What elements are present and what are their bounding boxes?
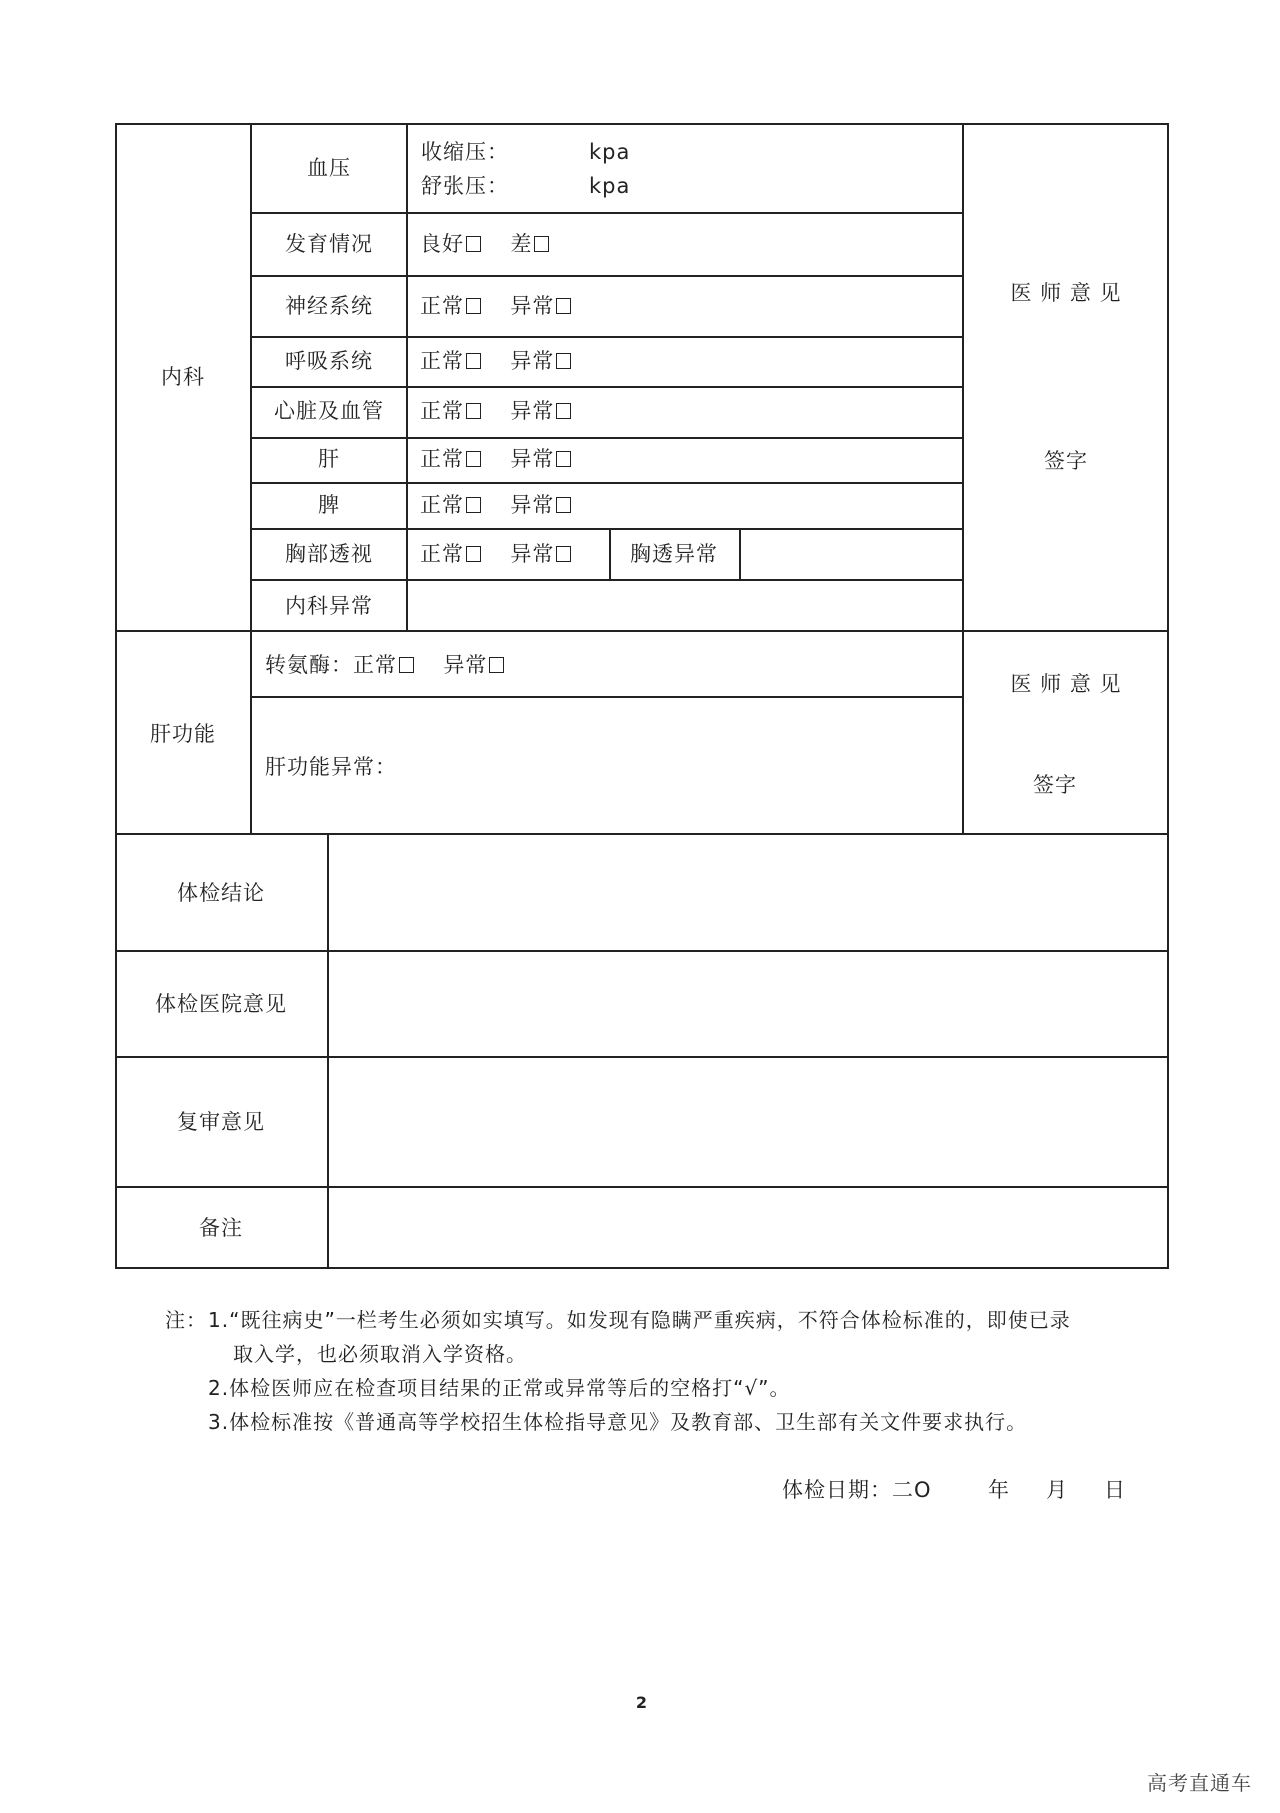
opt-abnormal-label: 异常 (510, 493, 555, 517)
checkbox-abnormal[interactable] (556, 497, 571, 513)
notes-prefix: 注： (165, 1308, 207, 1332)
chest-label: 胸部透视 (285, 542, 373, 566)
note-item-1: 1.“既往病史”一栏考生必须如实填写。如发现有隐瞒严重疾病，不符合体检标准的，即使已录 (208, 1308, 1071, 1332)
review-opinion-input[interactable] (331, 1060, 1165, 1184)
checkbox-poor[interactable] (534, 236, 549, 252)
opt-abnormal-label: 异常 (510, 447, 555, 471)
note-item-1-cont: 取入学，也必须取消入学资格。 (233, 1342, 527, 1366)
development-label: 发育情况 (285, 232, 373, 256)
opt-normal-label: 正常 (420, 493, 464, 517)
opt-abnormal-label: 异常 (443, 653, 488, 677)
exam-date-label: 体检日期：二O (782, 1478, 932, 1502)
internal-signature-label: 签字 (1044, 449, 1088, 473)
chest-abnormal-label: 胸透异常 (630, 542, 718, 566)
bp-label: 血压 (307, 156, 351, 180)
row-label-respiratory: 呼吸系统 (285, 349, 373, 373)
row-label-nervous: 神经系统 (285, 294, 373, 318)
exam-date-year: 年 (988, 1478, 1010, 1502)
chest-abnormal-input[interactable] (742, 531, 961, 579)
row-options-nervous (420, 294, 571, 318)
opt-normal-label: 正常 (420, 294, 464, 318)
opt-normal-label: 正常 (353, 653, 397, 677)
checkbox-abnormal[interactable] (489, 657, 504, 673)
opt-abnormal-label: 异常 (510, 399, 555, 423)
liver-section-label: 肝功能 (150, 722, 216, 746)
remarks-input[interactable] (331, 1190, 1165, 1265)
opt-abnormal-label: 异常 (510, 294, 555, 318)
opt-normal-label: 正常 (420, 399, 464, 423)
checkbox-normal[interactable] (466, 497, 481, 513)
development-options (420, 232, 549, 256)
liver-signature-label: 签字 (1033, 773, 1077, 797)
opt-normal-label: 正常 (420, 447, 464, 471)
internal-signature-field[interactable] (966, 490, 1166, 628)
transaminase-label: 转氨酶： (265, 653, 353, 677)
checkbox-normal[interactable] (466, 298, 481, 314)
row-options-respiratory (420, 349, 571, 373)
liver-doctor-opinion: 医 师 意 见 (1010, 672, 1122, 696)
hospital-opinion-input[interactable] (331, 954, 1165, 1054)
checkbox-abnormal[interactable] (556, 546, 571, 562)
systolic-label: 收缩压： (421, 140, 509, 164)
exam-date-month: 月 (1046, 1478, 1068, 1502)
internal-abnormal-label: 内科异常 (285, 594, 373, 618)
row-label-cardio: 心脏及血管 (274, 399, 384, 423)
summary-label-remarks: 备注 (199, 1216, 243, 1240)
page-number: 2 (635, 1693, 649, 1712)
opt-poor-label: 差 (510, 232, 533, 256)
opt-abnormal-label: 异常 (510, 542, 555, 566)
checkbox-normal[interactable] (466, 451, 481, 467)
opt-abnormal-label: 异常 (510, 349, 555, 373)
checkbox-abnormal[interactable] (556, 298, 571, 314)
checkbox-abnormal[interactable] (556, 451, 571, 467)
summary-label-conclusion: 体检结论 (177, 881, 265, 905)
checkbox-normal[interactable] (466, 546, 481, 562)
summary-label-review: 复审意见 (177, 1110, 265, 1134)
checkbox-normal[interactable] (466, 353, 481, 369)
checkbox-normal[interactable] (466, 403, 481, 419)
systolic-input[interactable] (520, 140, 580, 164)
exam-date-day: 日 (1104, 1478, 1126, 1502)
checkbox-abnormal[interactable] (556, 403, 571, 419)
chest-options (420, 542, 571, 566)
row-options-cardio (420, 399, 571, 423)
opt-good-label: 良好 (420, 232, 464, 256)
row-label-liver: 肝 (318, 447, 340, 471)
note-item-2: 2.体检医师应在检查项目结果的正常或异常等后的空格打“√”。 (208, 1376, 791, 1400)
internal-abnormal-input[interactable] (409, 582, 961, 629)
checkbox-abnormal[interactable] (556, 353, 571, 369)
watermark: 高考直通车 (1147, 1771, 1252, 1795)
note-item-3: 3.体检标准按《普通高等学校招生体检指导意见》及教育部、卫生部有关文件要求执行。 (208, 1410, 1028, 1434)
transaminase-row (265, 653, 504, 677)
summary-label-hospital-opinion: 体检医院意见 (155, 992, 287, 1016)
internal-doctor-opinion: 医 师 意 见 (1010, 281, 1122, 305)
liver-abnormal-input[interactable] (420, 710, 950, 820)
checkbox-normal[interactable] (399, 657, 414, 673)
row-options-spleen (420, 493, 571, 517)
diastolic-input[interactable] (520, 174, 580, 198)
diastolic-label: 舒张压： (421, 174, 509, 198)
diastolic-unit: kpa (589, 174, 631, 198)
conclusion-input[interactable] (331, 837, 1165, 948)
internal-section-label: 内科 (161, 365, 205, 389)
checkbox-good[interactable] (466, 236, 481, 252)
systolic-unit: kpa (589, 140, 631, 164)
row-label-spleen: 脾 (318, 493, 340, 517)
opt-normal-label: 正常 (420, 542, 464, 566)
row-options-liver (420, 447, 571, 471)
liver-abnormal-label: 肝功能异常： (265, 755, 397, 779)
opt-normal-label: 正常 (420, 349, 464, 373)
